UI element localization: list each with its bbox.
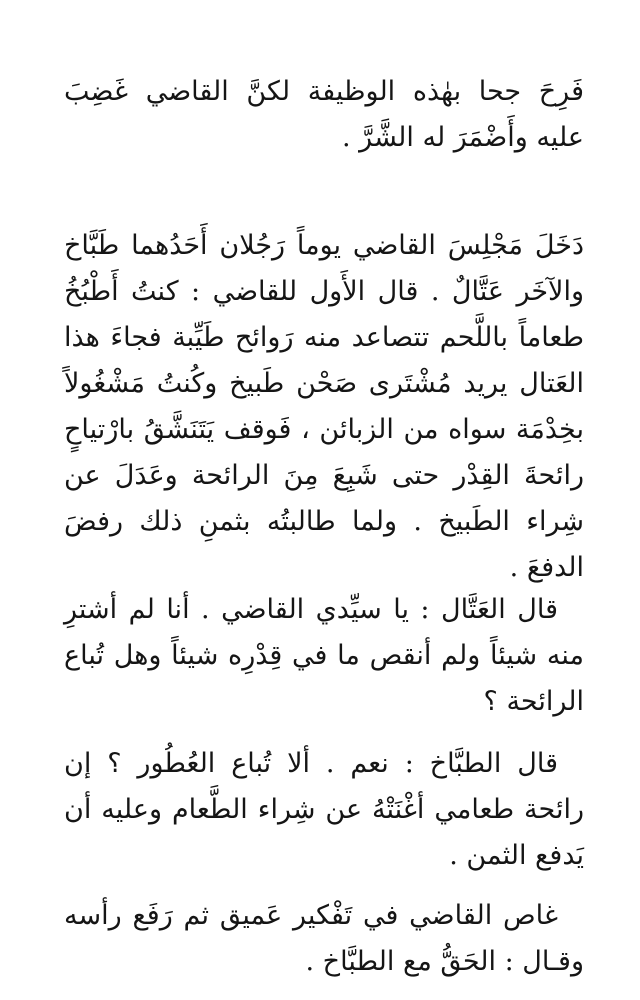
paragraph-cook-reply: قال الطبَّاخ : نعم . ألا تُباع العُطُور ؟ إن رائحة طعامي أغْنَتْهُ عن شِراء الطَّعام وعليه أن يَدفع الثمن . bbox=[64, 748, 584, 871]
paragraph-joha-job: فَرِحَ جحا بهٰذه الوظيفة لكنَّ القاضي غَضِبَ عليه وأَضْمَرَ له الشَّرَّ . bbox=[64, 76, 584, 153]
paragraph-cook-complaint: دَخَلَ مَجْلِسَ القاضي يوماً رَجُلان أَحَدُهما طَبَّاخ والآخَر عَتَّالٌ . قال الأَول للقاضي : كنتُ أَطْبُخُ طعاماً باللَّحم تتصاعد منه رَوائح طَيِّبة فجاءَ هذا العَتال يريد مُشْتَرى صَحْن طَبيخ وكُنتُ مَشْغُولاً بخِدْمَة سواه من الزبائن ، فَوقف يَتَنَشَّقُ بارْتياحٍ رائحةَ القِدْر حتى شَبِعَ مِنَ الرائحة وعَدَلَ عن شِراء الطَبيخ . ولما طالبتُه بثمنِ ذلك رفضَ الدفعَ . bbox=[64, 230, 584, 583]
paragraph-judge-verdict: غاص القاضي في تَفْكير عَميق ثم رَفَع رأسه وقـال : الحَقُّ مع الطبَّاخ . bbox=[64, 900, 584, 977]
paragraph-porter-reply: قال العَتَّال : يا سيِّدي القاضي . أنا لم أشترِ منه شيئاً ولم أنقص ما في قِدْرِه شيئاً وهل تُباع الرائحة ؟ bbox=[64, 594, 584, 717]
